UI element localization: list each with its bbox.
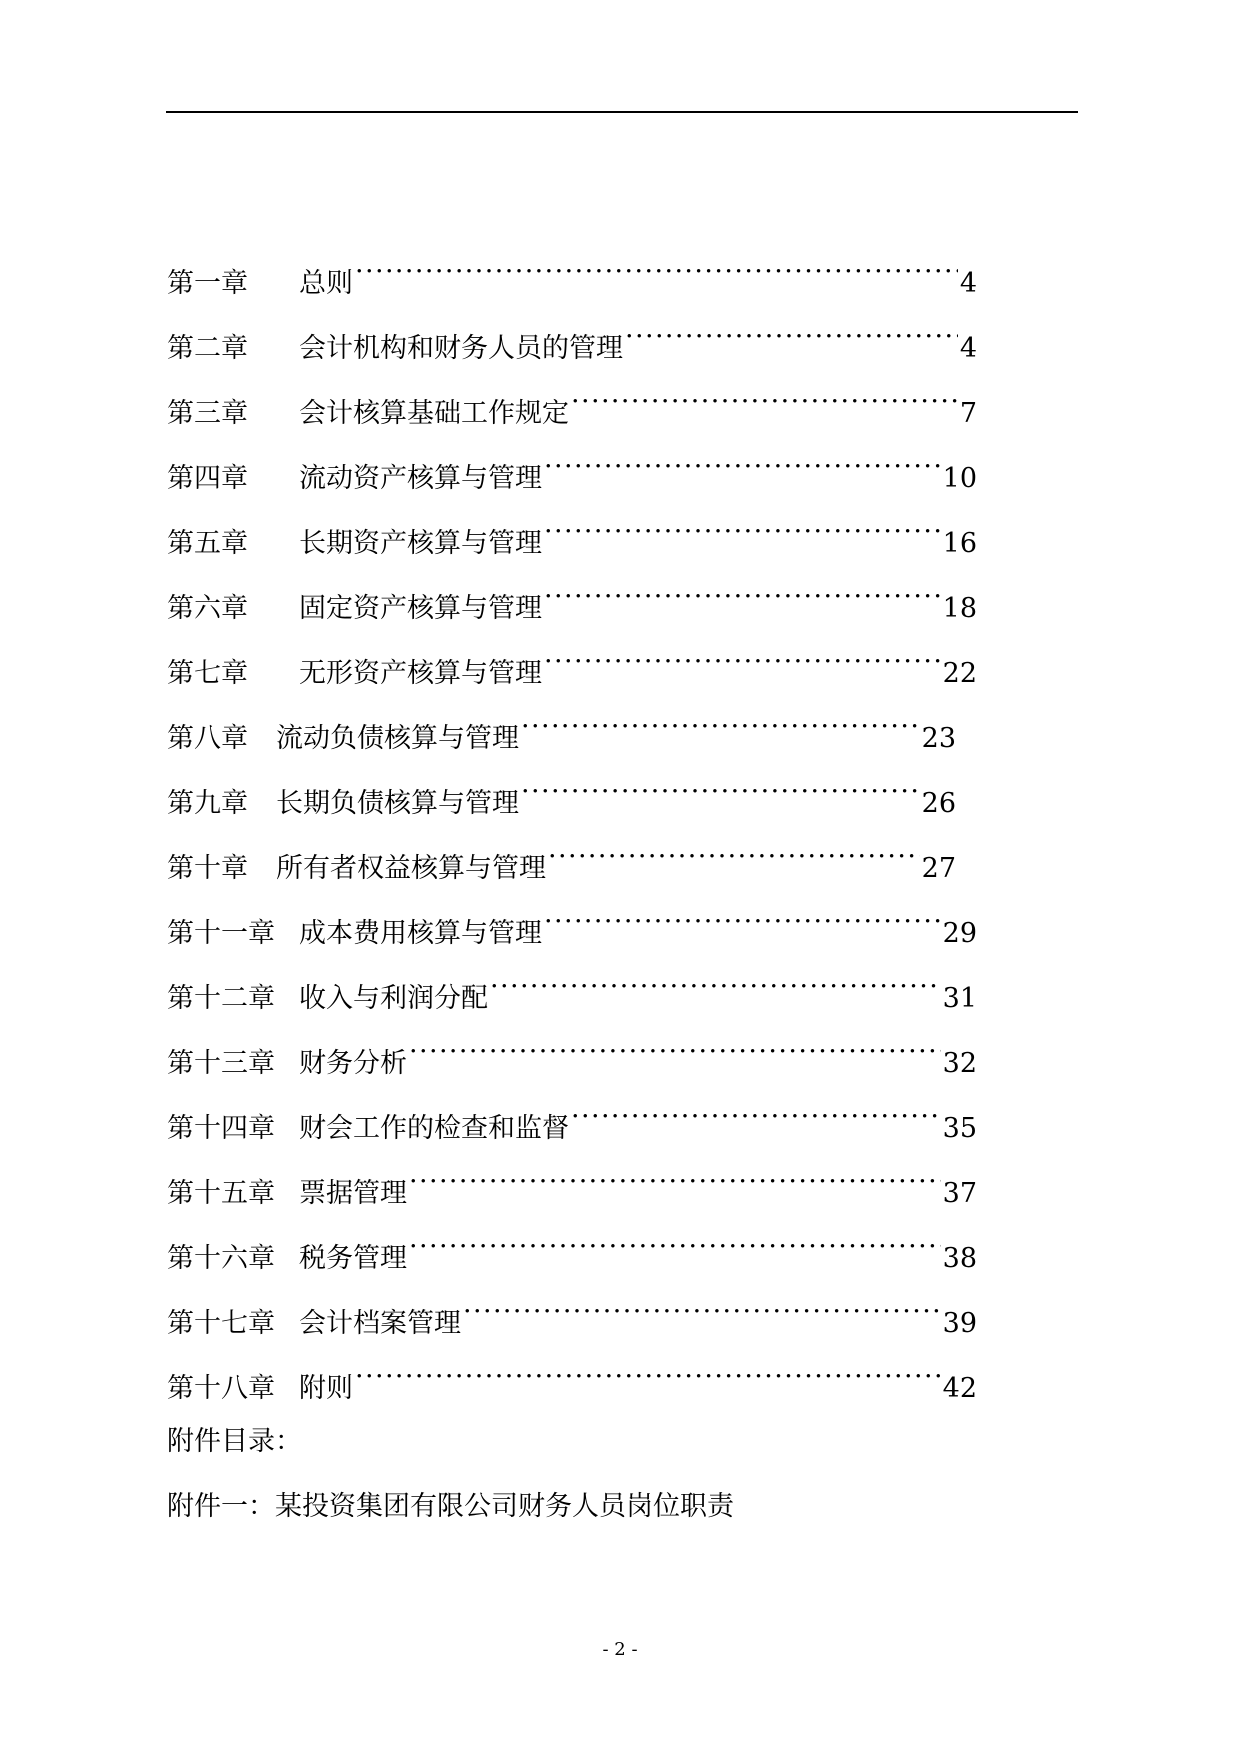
toc-leader-dots <box>548 837 920 877</box>
toc-chapter-title: 所有者权益核算与管理 <box>276 853 546 884</box>
toc-page-number: 23 <box>921 723 956 754</box>
toc-entry[interactable] <box>167 902 977 949</box>
toc-entry[interactable] <box>167 1357 977 1404</box>
toc-entry[interactable] <box>167 967 977 1014</box>
toc-chapter-title: 财会工作的检查和监督 <box>299 1113 569 1144</box>
toc-page-number: 29 <box>942 918 977 949</box>
toc-entry[interactable] <box>167 1292 977 1339</box>
toc-page-number: 4 <box>959 268 977 299</box>
toc-leader-dots <box>355 252 958 292</box>
toc-chapter-label: 第三章 <box>167 398 248 429</box>
toc-chapter-title: 税务管理 <box>299 1243 407 1274</box>
toc-chapter-title: 成本费用核算与管理 <box>299 918 542 949</box>
toc-chapter-title: 总则 <box>299 268 353 299</box>
toc-entry[interactable] <box>167 252 977 299</box>
toc-page-number: 42 <box>942 1373 977 1404</box>
toc-leader-dots <box>409 1162 941 1202</box>
toc-chapter-title: 固定资产核算与管理 <box>299 593 542 624</box>
toc-leader-dots <box>409 1032 941 1072</box>
toc-entry[interactable] <box>167 317 977 364</box>
toc-chapter-label: 第十三章 <box>167 1048 275 1079</box>
toc-entry[interactable] <box>167 772 956 819</box>
toc-chapter-label: 第六章 <box>167 593 248 624</box>
toc-chapter-title: 流动资产核算与管理 <box>299 463 542 494</box>
toc-chapter-label: 第五章 <box>167 528 248 559</box>
toc-entry[interactable] <box>167 382 977 429</box>
toc-entry[interactable] <box>167 1227 977 1274</box>
toc-page-number: 7 <box>959 398 977 429</box>
toc-page-number: 22 <box>942 658 977 689</box>
toc-entry[interactable] <box>167 512 977 559</box>
toc-page-number: 38 <box>942 1243 977 1274</box>
toc-entry[interactable] <box>167 447 977 494</box>
toc-chapter-title: 会计档案管理 <box>299 1308 461 1339</box>
toc-chapter-title: 流动负债核算与管理 <box>276 723 519 754</box>
toc-leader-dots <box>544 577 941 617</box>
toc-chapter-title: 收入与利润分配 <box>299 983 488 1014</box>
toc-chapter-title: 长期负债核算与管理 <box>276 788 519 819</box>
toc-page-number: 32 <box>942 1048 977 1079</box>
page-number: - 2 - <box>602 1639 638 1660</box>
toc-chapter-label: 第十七章 <box>167 1308 275 1339</box>
toc-chapter-label: 第十八章 <box>167 1373 275 1404</box>
toc-leader-dots <box>355 1357 941 1397</box>
toc-page-number: 4 <box>959 333 977 364</box>
toc-chapter-label: 第四章 <box>167 463 248 494</box>
toc-chapter-label: 第十五章 <box>167 1178 275 1209</box>
toc-page-number: 31 <box>942 983 977 1014</box>
toc-page-number: 39 <box>942 1308 977 1339</box>
toc-chapter-label: 第九章 <box>167 788 248 819</box>
toc-chapter-label: 第二章 <box>167 333 248 364</box>
toc-page-number: 26 <box>921 788 956 819</box>
toc-entry[interactable] <box>167 1162 977 1209</box>
toc-chapter-label: 第十四章 <box>167 1113 275 1144</box>
toc-leader-dots <box>544 642 941 682</box>
toc-leader-dots <box>409 1227 941 1267</box>
toc-chapter-title: 长期资产核算与管理 <box>299 528 542 559</box>
toc-page-number: 16 <box>942 528 977 559</box>
annex-heading: 附件目录： <box>167 1426 302 1457</box>
toc-chapter-title: 会计机构和财务人员的管理 <box>299 333 623 364</box>
toc-chapter-title: 附则 <box>299 1373 353 1404</box>
toc-leader-dots <box>521 772 920 812</box>
toc-chapter-label: 第一章 <box>167 268 248 299</box>
toc-leader-dots <box>544 512 941 552</box>
toc-chapter-label: 第十章 <box>167 853 248 884</box>
toc-page-number: 18 <box>942 593 977 624</box>
toc-entry[interactable] <box>167 707 956 754</box>
toc-chapter-label: 第十一章 <box>167 918 275 949</box>
toc-chapter-title: 票据管理 <box>299 1178 407 1209</box>
toc-entry[interactable] <box>167 837 956 884</box>
toc-chapter-title: 无形资产核算与管理 <box>299 658 542 689</box>
toc-entry[interactable] <box>167 1032 977 1079</box>
toc-page-number: 10 <box>942 463 977 494</box>
toc-leader-dots <box>544 447 941 487</box>
header-rule <box>166 111 1078 113</box>
annex-item[interactable]: 附件一：某投资集团有限公司财务人员岗位职责 <box>167 1491 734 1522</box>
toc-entry[interactable] <box>167 642 977 689</box>
toc-chapter-label: 第七章 <box>167 658 248 689</box>
toc-leader-dots <box>463 1292 941 1332</box>
toc-page-number: 27 <box>921 853 956 884</box>
toc-entry[interactable] <box>167 1097 977 1144</box>
toc-chapter-label: 第八章 <box>167 723 248 754</box>
toc-leader-dots <box>625 317 958 357</box>
toc-chapter-label: 第十二章 <box>167 983 275 1014</box>
toc-leader-dots <box>544 902 941 942</box>
toc-page-number: 35 <box>942 1113 977 1144</box>
toc-leader-dots <box>521 707 920 747</box>
toc-chapter-title: 会计核算基础工作规定 <box>299 398 569 429</box>
toc-leader-dots <box>490 967 941 1007</box>
toc-page-number: 37 <box>942 1178 977 1209</box>
toc-entry[interactable] <box>167 577 977 624</box>
toc-chapter-title: 财务分析 <box>299 1048 407 1079</box>
toc-leader-dots <box>571 1097 941 1137</box>
toc-chapter-label: 第十六章 <box>167 1243 275 1274</box>
toc-leader-dots <box>571 382 958 422</box>
